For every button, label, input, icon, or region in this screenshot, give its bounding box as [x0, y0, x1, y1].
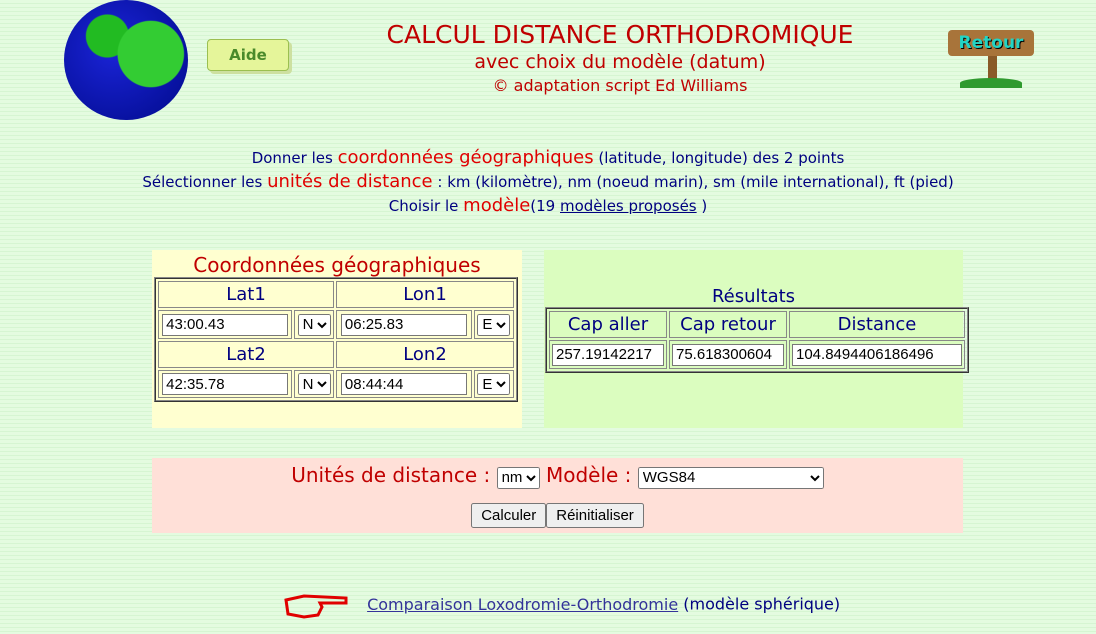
- results-title: Résultats: [711, 286, 796, 307]
- pointing-hand-icon: [284, 590, 350, 620]
- text: : km (kilomètre), nm (noeud marin), sm (mile international), ft (pied): [432, 173, 954, 191]
- text: (latitude, longitude) des 2 points: [593, 149, 845, 167]
- emphasis: modèle: [463, 195, 531, 216]
- distance-header: Distance: [789, 311, 965, 338]
- lon2-input[interactable]: [341, 373, 467, 395]
- back-sign-label: Retour: [948, 30, 1034, 56]
- text: ): [696, 197, 708, 215]
- cap-retour-header: Cap retour: [669, 311, 787, 338]
- text: Choisir le: [388, 197, 464, 215]
- lat2-label: Lat2: [158, 341, 334, 368]
- emphasis: coordonnées géographiques: [337, 147, 594, 168]
- units-label: Unités de distance :: [291, 463, 491, 487]
- lat2-input[interactable]: [162, 373, 288, 395]
- footer-note: (modèle sphérique): [683, 594, 841, 614]
- cap-aller-output[interactable]: [552, 344, 664, 366]
- coordinates-panel: [152, 250, 522, 428]
- settings-panel: [152, 458, 963, 533]
- lon2-hemisphere-select[interactable]: [477, 373, 510, 395]
- page-subtitle: avec choix du modèle (datum): [474, 51, 766, 73]
- instructions: [0, 146, 1096, 218]
- credit: © adaptation script Ed Williams: [492, 76, 748, 95]
- model-label: Modèle :: [545, 463, 632, 487]
- model-select[interactable]: [638, 467, 824, 489]
- lon1-label: Lon1: [336, 281, 514, 308]
- page-title: CALCUL DISTANCE ORTHODROMIQUE: [386, 20, 854, 49]
- lon2-label: Lon2: [336, 341, 514, 368]
- calculate-button[interactable]: Calculer: [471, 503, 546, 528]
- models-link[interactable]: modèles proposés: [560, 197, 697, 215]
- loxodromie-comparison-link[interactable]: Comparaison Loxodromie-Orthodromie: [367, 594, 679, 614]
- emphasis: unités de distance: [267, 171, 433, 192]
- lat1-input[interactable]: [162, 314, 288, 336]
- lat1-hemisphere-select[interactable]: [298, 314, 331, 336]
- results-panel: [544, 250, 963, 428]
- help-button[interactable]: Aide: [207, 39, 289, 71]
- reset-button[interactable]: Réinitialiser: [546, 503, 644, 528]
- lat2-hemisphere-select[interactable]: [298, 373, 331, 395]
- lat1-label: Lat1: [158, 281, 334, 308]
- coordinates-title: Coordonnées géographiques: [193, 253, 481, 277]
- lon1-hemisphere-select[interactable]: [477, 314, 510, 336]
- lon1-input[interactable]: [341, 314, 467, 336]
- cap-aller-header: Cap aller: [549, 311, 667, 338]
- cap-retour-output[interactable]: [672, 344, 784, 366]
- text: Donner les: [251, 149, 338, 167]
- text: Sélectionner les: [142, 173, 268, 191]
- text: (19: [530, 197, 560, 215]
- units-select[interactable]: [497, 467, 540, 489]
- distance-output[interactable]: [792, 344, 962, 366]
- footer: [284, 590, 840, 620]
